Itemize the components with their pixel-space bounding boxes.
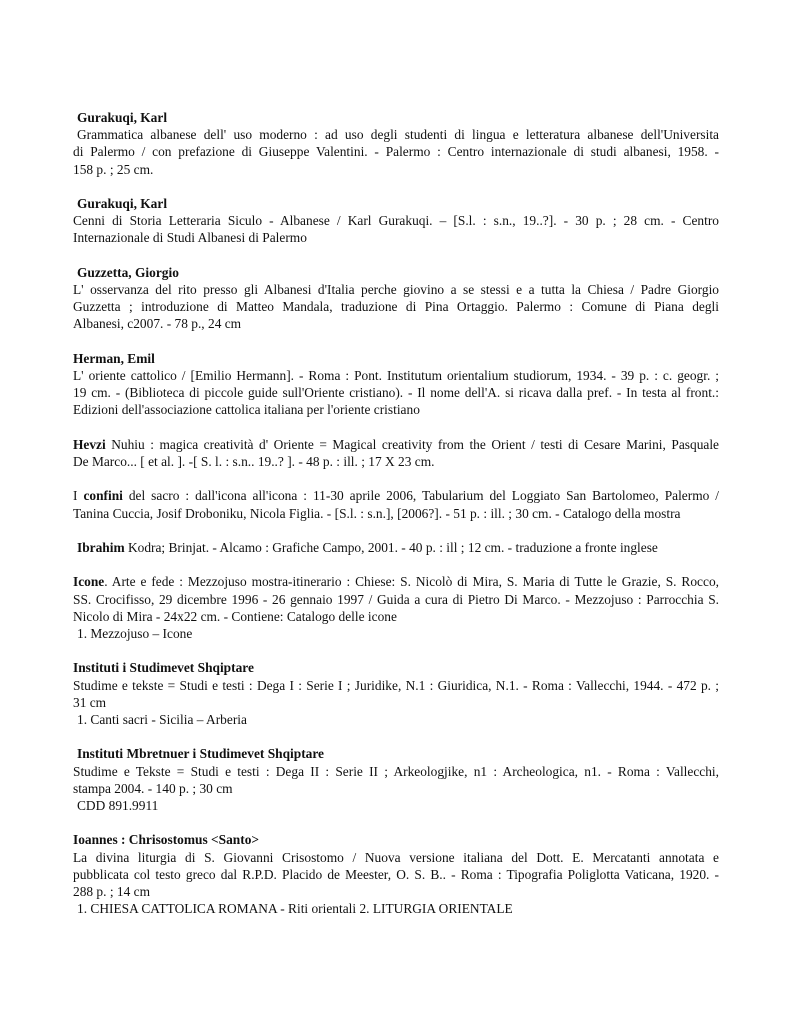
catalog-entry <box>73 539 719 556</box>
entry-lead-line <box>73 573 719 590</box>
entry-lead-line <box>73 436 719 453</box>
catalog-entry <box>73 195 719 247</box>
entry-text-line: Cenni di Storia Letteraria Siculo - Albanese / Karl Gurakuqi. – [S.l. : s.n., 19..?]. - 30 p. ; 28 cm. - Centro <box>73 213 719 229</box>
catalog-entry <box>73 264 719 333</box>
entry-lead-line <box>73 539 719 556</box>
entry-heading: Instituti i Studimevet Shqiptare <box>73 660 254 676</box>
entry-text-line: stampa 2004. - 140 p. ; 30 cm <box>73 780 233 796</box>
catalog-entry <box>73 487 719 521</box>
entry-text-line: 19 cm. - (Biblioteca di piccole guide sull'Oriente cristiano). - Il nome dell'A. si ricava dalla pref. - In testa al front.: <box>73 385 719 401</box>
entry-heading: Guzzetta, Giorgio <box>77 264 179 280</box>
entry-subject: 1. Canti sacri - Sicilia – Arberia <box>77 711 247 727</box>
catalog-entry <box>73 745 719 814</box>
entry-heading: Instituti Mbretnuer i Studimevet Shqiptare <box>77 746 325 762</box>
catalog-entry <box>73 350 719 419</box>
entry-heading: Herman, Emil <box>73 350 155 366</box>
catalog-page <box>73 109 719 935</box>
entry-subject: 1. CHIESA CATTOLICA ROMANA - Riti orientali 2. LITURGIA ORIENTALE <box>77 901 513 917</box>
entry-text-line: De Marco... [ et al. ]. -[ S. l. : s.n.. 19..? ]. - 48 p. : ill. ; 17 X 23 cm. <box>73 454 435 469</box>
entry-lead-text: Kodra; Brinjat. - Alcamo : Grafiche Campo, 2001. - 40 p. : ill ; 12 cm. - traduzione a fronte inglese <box>124 539 658 555</box>
catalog-entry <box>73 109 719 178</box>
entry-text-line: Studime e Tekste = Studi e testi : Dega II : Serie II ; Arkeologjike, n1 : Archeologica, n1. - Roma : Vallecchi, <box>73 763 719 779</box>
entry-text-line: Edizioni dell'associazione cattolica italiana per l'oriente cristiano <box>73 402 420 418</box>
entry-text-line: Tanina Cuccia, Josif Droboniku, Nicola Figlia. - [S.l. : s.n.], [2006?]. - 51 p. : ill. ; 30 cm. - Catalogo della mostra <box>73 505 681 521</box>
catalog-entry <box>73 659 719 728</box>
entry-lead-line <box>73 487 719 504</box>
entry-text-line: 158 p. ; 25 cm. <box>73 161 154 177</box>
entry-pre-bold: I <box>73 488 84 504</box>
entry-text-line: Internazionale di Studi Albanesi di Palermo <box>73 230 307 246</box>
entry-text-line: Grammatica albanese dell' uso moderno : ad uso degli studenti di lingua e letteratura albanese dell'Universita <box>77 127 719 143</box>
entry-subject: 1. Mezzojuso – Icone <box>77 625 193 641</box>
entry-bold-lead: confini <box>83 488 123 504</box>
entry-text-line: di Palermo / con prefazione di Giuseppe Valentini. - Palermo : Centro internazionale di studi albanesi, 1958. - <box>73 144 719 160</box>
entry-lead-text: del sacro : dall'icona all'icona : 11-30 aprile 2006, Tabularium del Loggiato San Bartolomeo, Palermo / <box>122 488 720 504</box>
entry-text-line: Nicolo di Mira - 24x22 cm. - Contiene: Catalogo delle icone <box>73 608 397 624</box>
entry-text-line: L' osservanza del rito presso gli Albanesi d'Italia perche giovino a se stessi e a tutta la Chiesa / Padre Giorgio <box>73 282 719 297</box>
entry-bold-lead: Hevzi <box>73 436 106 452</box>
entry-text-line: SS. Crocifisso, 29 dicembre 1996 - 26 gennaio 1997 / Guida a cura di Pietro Di Marco. - Mezzojuso : Parrocchia S. <box>73 591 719 607</box>
entry-text-line: Studime e tekste = Studi e testi : Dega I : Serie I ; Juridike, N.1 : Giuridica, N.1. - Roma : Vallecchi, 1944. - 472 p. ; <box>73 677 719 693</box>
entry-text-line: L' oriente cattolico / [Emilio Hermann]. - Roma : Pont. Institutum orientalium studiorum, 1934. - 39 p. : c. geogr. ; <box>73 368 719 383</box>
entry-subject: CDD 891.9911 <box>77 797 159 813</box>
entry-text-line: pubblicata col testo greco dal R.P.D. Placido de Meester, O. S. B.. - Roma : Tipografia Poliglotta Vaticana, 1920. - <box>73 866 719 882</box>
entry-text-line: Albanesi, c2007. - 78 p., 24 cm <box>73 316 242 332</box>
entry-heading: Gurakuqi, Karl <box>77 110 168 125</box>
entry-heading: Gurakuqi, Karl <box>77 196 168 211</box>
catalog-entry <box>73 831 719 917</box>
entry-bold-lead: Icone <box>73 574 105 590</box>
entry-heading: Ioannes : Chrisostomus <Santo> <box>73 832 260 848</box>
entry-bold-lead: Ibrahim <box>77 539 125 555</box>
entry-text-line: 288 p. ; 14 cm <box>73 883 150 899</box>
catalog-entry <box>73 436 719 470</box>
entry-lead-text: . Arte e fede : Mezzojuso mostra-itinerario : Chiese: S. Nicolò di Mira, S. Maria di Tutte le Grazie, S. Rocco, <box>104 574 719 590</box>
entry-text-line: La divina liturgia di S. Giovanni Crisostomo / Nuova versione italiana del Dott. E. Mercatanti annotata e <box>73 849 719 865</box>
entry-text-line: 31 cm <box>73 694 107 710</box>
entry-lead-text: Nuhiu : magica creatività d' Oriente = Magical creativity from the Orient / testi di Cesare Marini, Pasquale <box>105 436 719 452</box>
catalog-entry <box>73 573 719 642</box>
entry-text-line: Guzzetta ; introduzione di Matteo Mandala, traduzione di Pina Ortaggio. Palermo : Comune di Piana degli <box>73 299 719 315</box>
